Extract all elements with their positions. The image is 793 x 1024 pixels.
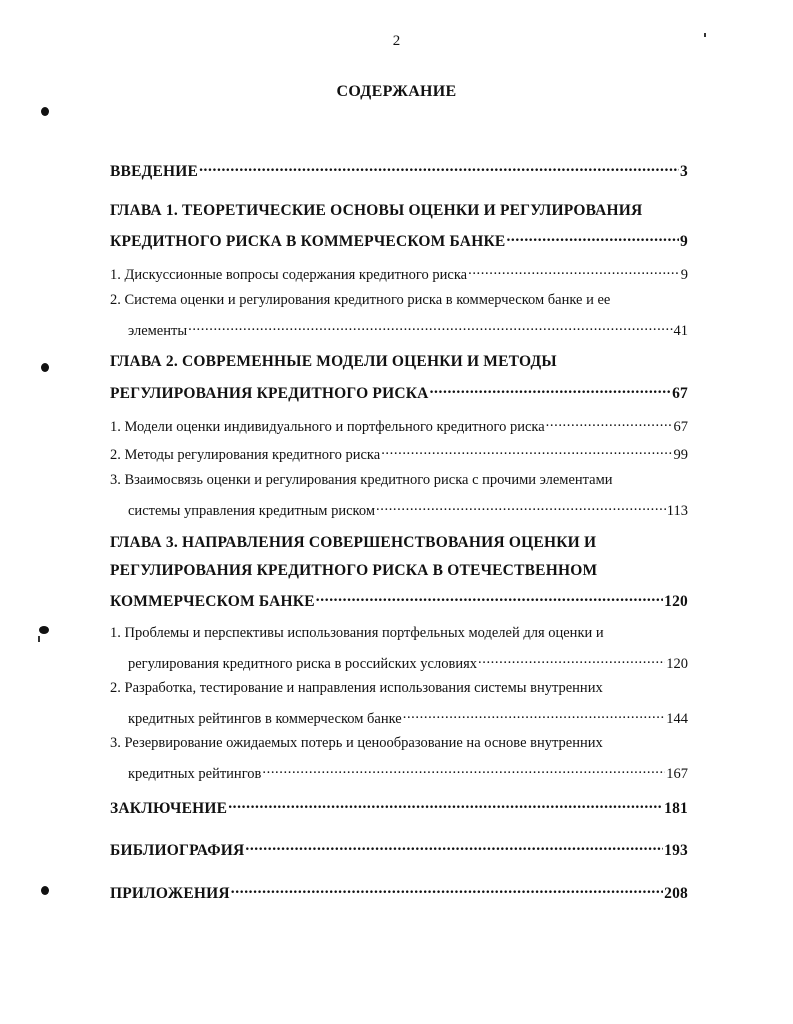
toc-page: 9 [680,266,688,283]
toc-page: 9 [680,232,688,250]
toc-leader [468,264,680,279]
toc-section-2-1 [110,416,688,436]
binding-hole-mark [41,107,49,116]
toc-label: 3. Резервирование ожидаемых потерь и ценообразование на основе внутренних [110,735,603,751]
toc-page: 3 [680,162,688,180]
toc-section-3-3-line1 [110,735,688,752]
toc-label: кредитных рейтингов в коммерческом банке [128,710,402,727]
toc-label: 3. Взаимосвязь оценки и регулирования кредитного риска с прочими элементами [110,472,613,488]
toc-leader [546,416,673,431]
toc-label: регулирования кредитного риска в российских условиях [128,655,477,672]
scan-speck [38,636,40,642]
toc-page: 41 [673,322,688,339]
toc-leader [245,839,663,855]
toc-leader [228,797,663,813]
toc-page: 120 [666,655,688,672]
toc-chapter-1-line2 [110,230,688,251]
toc-label: 2. Система оценки и регулирования кредитного риска в коммерческом банке и ее [110,292,611,308]
toc-label: ГЛАВА 2. СОВРЕМЕННЫЕ МОДЕЛИ ОЦЕНКИ И МЕТОДЫ [110,353,557,370]
toc-leader [199,160,679,176]
toc-label: системы управления кредитным риском [128,502,376,519]
toc-label: ГЛАВА 3. НАПРАВЛЕНИЯ СОВЕРШЕНСТВОВАНИЯ ОЦЕНКИ И [110,534,597,551]
toc-label: КОММЕРЧЕСКОМ БАНКЕ [110,592,315,610]
toc-chapter-1-line1 [110,202,688,220]
toc-leader [376,500,666,515]
toc-section-3-1-line1 [110,625,688,642]
page-title: СОДЕРЖАНИЕ [336,83,457,100]
toc-section-3-2-line2 [128,708,688,728]
toc-label: 1. Дискуссионные вопросы содержания кредитного риска [110,266,468,283]
binding-hole-mark [39,626,49,634]
toc-entry-conclusion [110,797,688,818]
toc-leader [403,708,666,723]
toc-section-1-2-line1 [110,292,688,309]
toc-label: ГЛАВА 1. ТЕОРЕТИЧЕСКИЕ ОСНОВЫ ОЦЕНКИ И РЕГУЛИРОВАНИЯ [110,202,643,219]
toc-chapter-3-line2 [110,562,688,580]
toc-label: КРЕДИТНОГО РИСКА В КОММЕРЧЕСКОМ БАНКЕ [110,232,506,250]
toc-page: 193 [664,841,688,859]
toc-section-3-2-line1 [110,680,688,697]
binding-hole-mark [41,886,49,895]
toc-leader [381,444,672,459]
toc-page: 144 [666,710,688,727]
toc-page: 120 [664,592,688,610]
toc-chapter-3-line3 [110,590,688,611]
toc-label: ВВЕДЕНИЕ [110,162,199,180]
toc-page: 113 [666,502,688,519]
toc-label: РЕГУЛИРОВАНИЯ КРЕДИТНОГО РИСКА [110,384,429,402]
toc-label: 2. Разработка, тестирование и направления использования системы внутренних [110,680,603,696]
toc-leader [231,882,663,898]
toc-label: ПРИЛОЖЕНИЯ [110,884,230,902]
toc-label: элементы [128,322,188,339]
page-number: 2 [392,33,401,49]
toc-entry-bibliography [110,839,688,860]
toc-leader [506,230,679,246]
toc-label: кредитных рейтингов [128,765,262,782]
toc-page: 208 [664,884,688,902]
toc-section-2-3-line1 [110,472,688,489]
toc-leader [188,320,672,335]
binding-hole-mark [41,363,49,372]
toc-section-3-1-line2 [128,653,688,673]
toc-label: БИБЛИОГРАФИЯ [110,841,245,859]
toc-section-2-3-line2 [128,500,688,520]
toc-chapter-2-line1 [110,353,688,371]
toc-page: 181 [664,799,688,817]
toc-label: 1. Модели оценки индивидуального и портфельного кредитного риска [110,418,545,435]
toc-leader [316,590,663,606]
toc-page: 167 [666,765,688,782]
toc-entry-appendices [110,882,688,903]
toc-label: 1. Проблемы и перспективы использования портфельных моделей для оценки и [110,625,604,641]
toc-label: ЗАКЛЮЧЕНИЕ [110,799,228,817]
toc-leader [430,382,672,398]
toc-page: 67 [673,418,688,435]
toc-page: 99 [673,446,688,463]
toc-section-1-1 [110,264,688,284]
toc-label: РЕГУЛИРОВАНИЯ КРЕДИТНОГО РИСКА В ОТЕЧЕСТВЕННОМ [110,562,598,579]
toc-leader [478,653,665,668]
toc-chapter-3-line1 [110,534,688,552]
toc-page: 67 [672,384,688,402]
toc-section-1-2-line2 [128,320,688,340]
toc-entry-intro [110,160,688,181]
toc-chapter-2-line2 [110,382,688,403]
toc-leader [262,763,665,778]
toc-section-3-3-line2 [128,763,688,783]
toc-label: 2. Методы регулирования кредитного риска [110,446,381,463]
toc-section-2-2 [110,444,688,464]
